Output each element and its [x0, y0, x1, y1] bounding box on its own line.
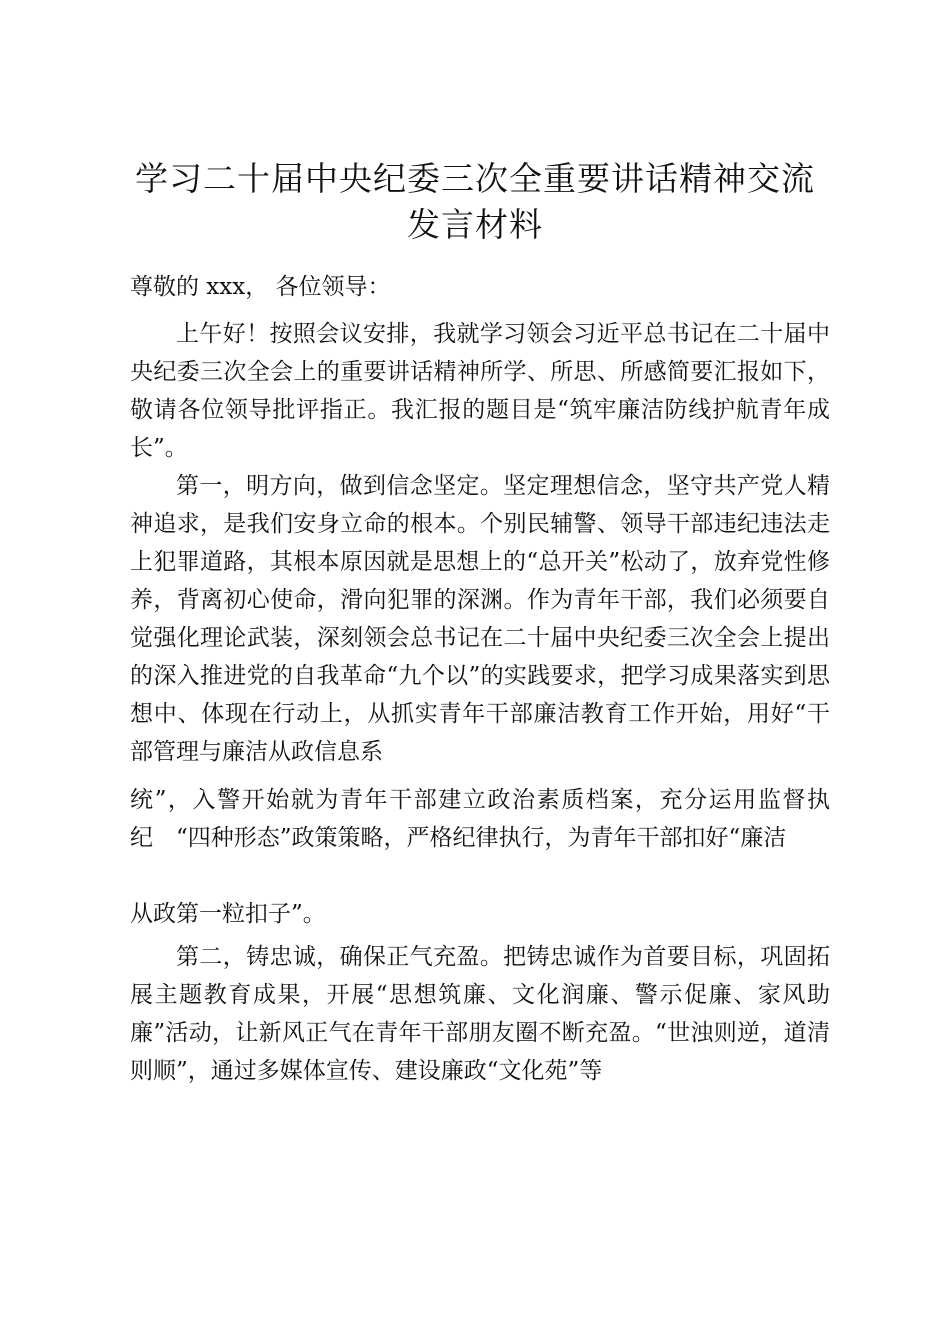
paragraph-intro [130, 315, 830, 467]
paragraph-second-point-text: 第二，铸忠诚，确保正气充盈。把铸忠诚作为首要目标，巩固拓展主题教育成果，开展“思想筑廉、文化润廉、警示促廉、家风助廉”活动，让新风正气在青年干部朋友圈不断充盈。“世浊则逆，道清则顺”，通过多媒体宣传、建设廉政“文化苑”等 [130, 944, 830, 1084]
paragraph-second-point [130, 938, 830, 1090]
greeting: 尊敬的 xxx， 各位领导： [130, 274, 391, 300]
paragraph-first-point [130, 467, 830, 771]
paragraph-intro-text: 上午好！按照会议安排，我就学习领会习近平总书记在二十届中央纪委三次全会上的重要讲话精神所学、所思、所感简要汇报如下，敬请各位领导批评指正。我汇报的题目是“筑牢廉洁防线护航青年成长”。 [130, 321, 830, 461]
document-title-line2: 发言材料 [407, 205, 543, 244]
paragraph-first-point-text: 第一，明方向，做到信念坚定。坚定理想信念，坚守共产党人精神追求，是我们安身立命的根本。个别民辅警、领导干部违纪违法走上犯罪道路，其根本原因就是思想上的“总开关”松动了，放弃党性修养，背离初心使命，滑向犯罪的深渊。作为青年干部，我们必须要自觉强化理论武装，深刻领会总书记在二十届中央纪委三次全会上提出的深入推进党的自我革命“九个以”的实践要求，把学习成果落实到思想中、体现在行动上，从抓实青年干部廉洁教育工作开始，用好“干部管理与廉洁从政信息系 [130, 473, 830, 765]
document-title-line1: 学习二十届中央纪委三次全重要讲话精神交流 [135, 159, 815, 198]
paragraph-first-point-continued [130, 781, 830, 857]
paragraph-first-point-end: 从政第一粒扣子”。 [130, 901, 326, 927]
paragraph-first-point-continued-text: 统”，入警开始就为青年干部建立政治素质档案，充分运用监督执纪 “四种形态”政策策略，严格纪律执行，为青年干部扣好“廉洁 [130, 787, 830, 851]
